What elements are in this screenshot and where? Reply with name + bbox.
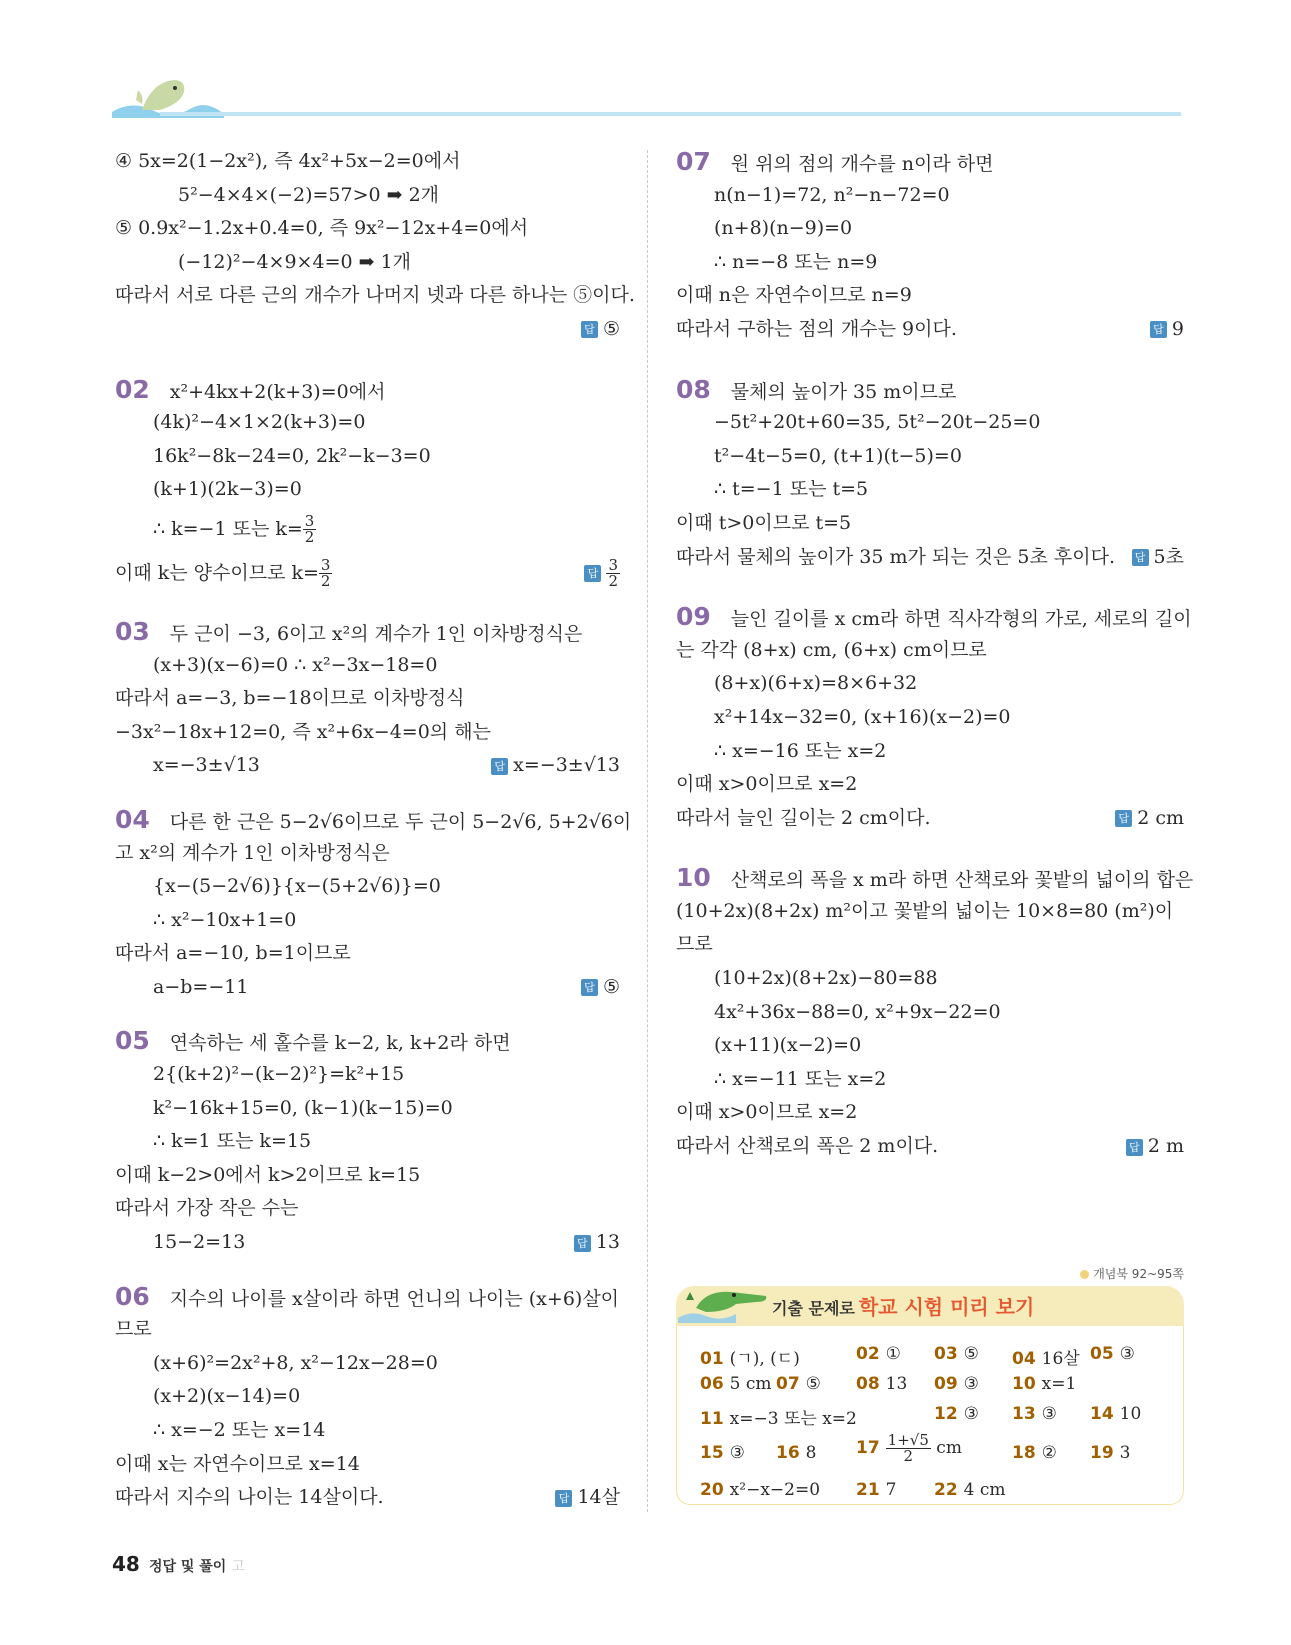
answer: 답 x=−3±√13 [491, 749, 620, 783]
text-line: {x−(5−2√6)}{x−(5+2√6)}=0 [153, 875, 441, 898]
text-line: a−b=−11 답 ⑤ [115, 971, 620, 1005]
text-line: 따라서 지수의 나이는 14살이다. 답 14살 [115, 1481, 620, 1515]
text-line: ∴ k=−1 또는 k= $\frac{3}{2}$ [153, 512, 315, 547]
review-answer-item: 14 10 [1090, 1404, 1142, 1424]
review-answer-item: 05 ③ [1090, 1344, 1135, 1364]
footer-label: 정답 및 풀이 [148, 1559, 227, 1575]
text-line: −3x²−18x+12=0, 즉 x²+6x−4=0의 해는 [115, 720, 491, 743]
text-line: 이때 k−2>0에서 k>2이므로 k=15 [115, 1163, 421, 1186]
review-answer-item: 15 ③ [700, 1443, 745, 1463]
text-line: (8+x)(6+x)=8×6+32 [714, 672, 918, 695]
text-line: (x+3)(x−6)=0 ∴ x²−3x−18=0 [153, 653, 438, 676]
text-line: ∴ k=1 또는 k=15 [153, 1130, 312, 1153]
text-line: 고 x²의 계수가 1인 이차방정식은 [115, 841, 390, 864]
problem-05: 05 연속하는 세 홀수를 k−2, k, k+2라 하면 [115, 1026, 511, 1056]
answer: 답 14살 [555, 1481, 620, 1515]
text-line: ④ 5x=2(1−2x²), 즉 4x²+5x−2=0에서 [115, 150, 461, 172]
text-line: ∴ t=−1 또는 t=5 [714, 478, 869, 501]
text-line: (10+2x)(8+2x)−80=88 [714, 967, 938, 990]
text-line: (−12)²−4×9×4=0 ➡ 1개 [178, 250, 412, 273]
text-line: x²+14x−32=0, (x+16)(x−2)=0 [714, 705, 1011, 728]
text-line: x=−3±√13 답 x=−3±√13 [115, 749, 620, 783]
answer: 답 ⑤ [581, 971, 620, 1005]
problem-04: 04 다른 한 근은 5−2√6이므로 두 근이 5−2√6, 5+2√6이 [115, 804, 632, 834]
review-answer-item: 02 ① [856, 1344, 901, 1364]
text-line: ∴ x=−2 또는 x=14 [153, 1419, 326, 1441]
review-answer-item: 01 (ㄱ), (ㄷ) [700, 1349, 800, 1369]
fraction: $\frac{3}{2}$ [304, 512, 315, 547]
problem-08: 08 물체의 높이가 35 m이므로 [676, 374, 957, 404]
text-line: 이때 x>0이므로 x=2 [676, 773, 858, 796]
review-answer-item: 21 7 [856, 1480, 897, 1500]
review-answer-item: 06 5 cm [700, 1374, 772, 1394]
fraction: $\frac{3}{2}$ [320, 556, 331, 591]
problem-02: 02 x²+4kx+2(k+3)=0에서 [115, 374, 386, 404]
concept-book-reference: 개념북 92~95쪽 [1080, 1265, 1184, 1282]
text-line: 이때 k는 양수이므로 k= $\frac{3}{2}$ 답 $\frac{3}{2}$ [115, 551, 620, 595]
review-answer-item: 04 16살 [1012, 1349, 1080, 1369]
right-column [676, 145, 1194, 1164]
text-line: (x+11)(x−2)=0 [714, 1034, 862, 1057]
crocodile-icon [676, 1278, 771, 1323]
text-line: 4x²+36x−88=0, x²+9x−22=0 [714, 1000, 1001, 1023]
text-line: 므로 [676, 933, 713, 956]
text-line: ∴ x=−11 또는 x=2 [714, 1067, 887, 1090]
page-number: 48 [112, 1552, 140, 1576]
answer: 답 ⑤ [581, 313, 620, 347]
text-line: 이때 t>0이므로 t=5 [676, 511, 852, 534]
answer: 답 13 [574, 1226, 620, 1260]
problem-03: 03 두 근이 −3, 6이고 x²의 계수가 1인 이차방정식은 [115, 616, 583, 646]
review-answer-item: 19 3 [1090, 1443, 1131, 1463]
text-line: 는 각각 (8+x) cm, (6+x) cm이므로 [676, 638, 987, 661]
text-line: t²−4t−5=0, (t+1)(t−5)=0 [714, 444, 962, 467]
page-footer [112, 1552, 245, 1576]
text-line: n(n−1)=72, n²−n−72=0 [714, 183, 950, 206]
bullet-dot-icon [1080, 1270, 1089, 1279]
text-line: ∴ x=−16 또는 x=2 [714, 739, 887, 762]
text-line: 이때 x>0이므로 x=2 [676, 1101, 858, 1124]
answer: 답 $\frac{3}{2}$ [584, 551, 620, 595]
text-line: 이때 x는 자연수이므로 x=14 [115, 1452, 360, 1475]
text-line: k²−16k+15=0, (k−1)(k−15)=0 [153, 1096, 453, 1119]
answer-badge: 답 [581, 321, 598, 338]
text-line: (n+8)(n−9)=0 [714, 217, 853, 240]
text-line: 따라서 서로 다른 근의 개수가 나머지 넷과 다른 하나는 ⑤이다. [115, 284, 635, 307]
text-line: 따라서 산책로의 폭은 2 m이다. 답 2 m [676, 1130, 1184, 1164]
text-line: 5²−4×4×(−2)=57>0 ➡ 2개 [178, 183, 440, 206]
answer-line [115, 313, 620, 347]
text-line: 16k²−8k−24=0, 2k²−k−3=0 [153, 444, 431, 467]
text-line: −5t²+20t+60=35, 5t²−20t−25=0 [714, 411, 1041, 434]
left-column [115, 145, 635, 1515]
text-line: 므로 [115, 1318, 152, 1341]
text-line: 15−2=13 답 13 [115, 1226, 620, 1260]
review-answer-item: 20 x²−x−2=0 [700, 1480, 821, 1500]
text-line: (x+2)(x−14)=0 [153, 1385, 301, 1408]
answer: 답 2 cm [1115, 802, 1184, 836]
header-rule [160, 112, 1181, 116]
review-answer-item: 11 x=−3 또는 x=2 [700, 1409, 857, 1429]
text-line: 따라서 a=−10, b=1이므로 [115, 942, 351, 965]
review-answer-item: 07 ⑤ [776, 1374, 821, 1394]
answer: 답 9 [1150, 313, 1184, 347]
text-line: 2{(k+2)²−(k−2)²}=k²+15 [153, 1063, 405, 1086]
review-answer-item: 22 4 cm [934, 1480, 1006, 1500]
text-line: (k+1)(2k−3)=0 [153, 478, 302, 501]
review-answer-item: 13 ③ [1012, 1404, 1057, 1424]
text-line: 따라서 가장 작은 수는 [115, 1197, 299, 1220]
text-line: (4k)²−4×1×2(k+3)=0 [153, 411, 366, 434]
footer-faded-text: 고 [231, 1559, 245, 1575]
problem-07: 07 원 위의 점의 개수를 n이라 하면 [676, 147, 994, 176]
review-answer-item: 10 x=1 [1012, 1374, 1077, 1394]
review-answer-item: 03 ⑤ [934, 1344, 979, 1364]
problem-06: 06 지수의 나이를 x살이라 하면 언니의 나이는 (x+6)살이 [115, 1281, 620, 1311]
text-line: ∴ x²−10x+1=0 [153, 908, 297, 931]
review-answer-item: 17 $\frac{1+√5}{2}$ cm [856, 1431, 962, 1465]
review-answer-item: 08 13 [856, 1374, 908, 1394]
text-line: (x+6)²=2x²+8, x²−12x−28=0 [153, 1351, 438, 1374]
problem-10: 10 산책로의 폭을 x m라 하면 산책로와 꽃밭의 넓이의 합은 [676, 863, 1194, 893]
text-line: 따라서 늘인 길이는 2 cm이다. 답 2 cm [676, 802, 1184, 836]
text-line: 따라서 구하는 점의 개수는 9이다. 답 9 [676, 313, 1184, 347]
answer: 답 2 m [1126, 1130, 1184, 1164]
problem-09: 09 늘인 길이를 x cm라 하면 직사각형의 가로, 세로의 길이 [676, 602, 1192, 632]
text-line: 이때 n은 자연수이므로 n=9 [676, 284, 912, 307]
text-line: ⑤ 0.9x²−1.2x+0.4=0, 즉 9x²−12x+4=0에서 [115, 217, 529, 240]
review-answer-item: 12 ③ [934, 1404, 979, 1424]
text-line: 따라서 물체의 높이가 35 m가 되는 것은 5초 후이다. 답 5초 [676, 541, 1184, 575]
text-line: 따라서 a=−3, b=−18이므로 이차방정식 [115, 687, 465, 710]
text-line: (10+2x)(8+2x) m²이고 꽃밭의 넓이는 10×8=80 (m²)이 [676, 899, 1174, 922]
column-divider [647, 150, 648, 1512]
review-title: 기출 문제로 학교 시험 미리 보기 [772, 1295, 1035, 1319]
review-answer-item: 09 ③ [934, 1374, 979, 1394]
review-answer-item: 18 ② [1012, 1443, 1057, 1463]
review-answer-item: 16 8 [776, 1443, 817, 1463]
text-line: ∴ n=−8 또는 n=9 [714, 250, 878, 273]
answer: 답 5초 [1132, 541, 1184, 575]
